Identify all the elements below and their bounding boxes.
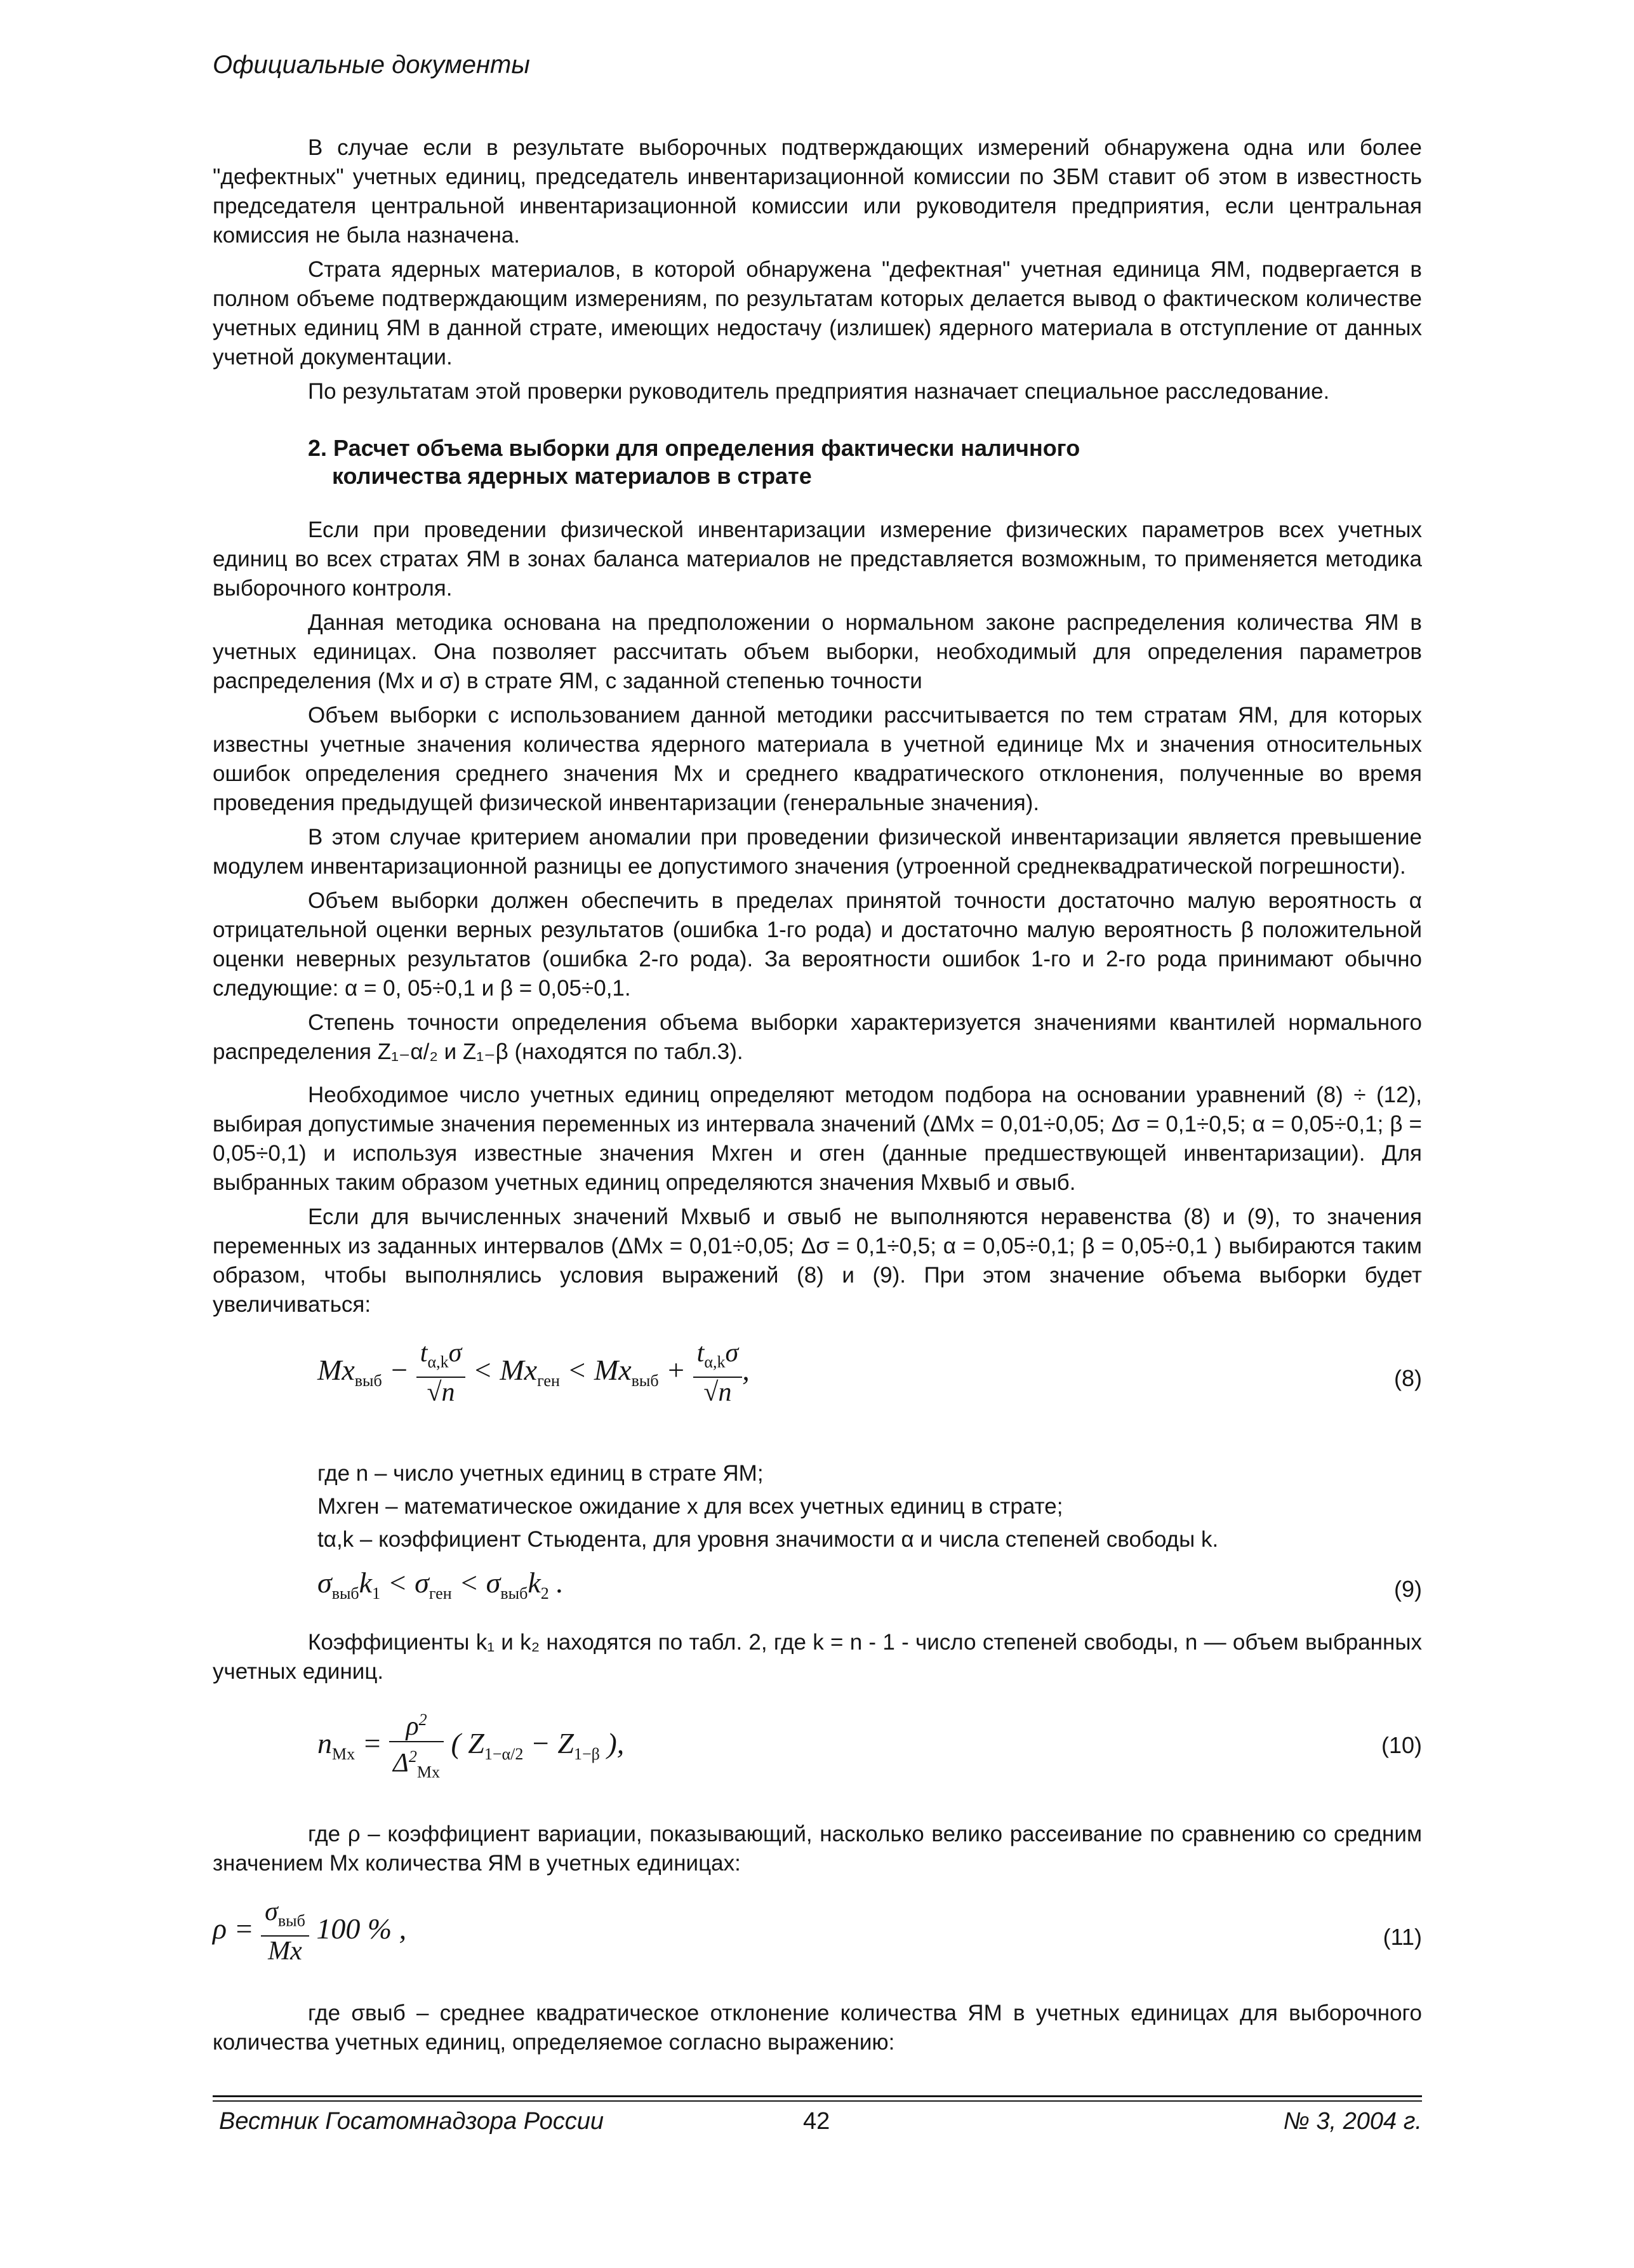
paragraph: где ρ – коэффициент вариации, показывающий, насколько велико рассеивание по сравнению со средним значением Mx количества ЯМ в учетных единицах: bbox=[213, 1822, 1422, 1876]
equation-9 bbox=[213, 1568, 1422, 1619]
equation-8-number: (8) bbox=[1394, 1365, 1422, 1391]
paragraph: Если при проведении физической инвентаризации измерение физических параметров всех учетных единиц во всех стратах ЯМ в зонах баланса материалов не представляется возможным, то применяется методика выборочного контроля. bbox=[213, 517, 1422, 601]
footer-page-number: 42 bbox=[803, 2108, 830, 2135]
equation-10-formula: $n_{Mx}$ = $\frac{\rho^2}{\Delta^2_{Mx}}$ ( $Z_{1-\alpha/2} - Z_{1-\beta}$ ), bbox=[317, 1705, 624, 1787]
footer-rule bbox=[213, 2095, 1422, 2097]
main-content bbox=[213, 133, 1422, 2057]
paragraph: Необходимое число учетных единиц определяют методом подбора на основании уравнений (8) ÷ (12), выбирая допустимые значения переменных из интервала значений (ΔMx = 0,01÷0,05; Δσ = 0,1÷0,5; α = 0,05÷0,1; β = 0,05÷0,1) и используя известные значения Mxген и σген (данные предшествующей инвентаризации). Для выбранных таким образом учетных единиц определяются значения Mxвыб и σвыб. bbox=[213, 1083, 1422, 1195]
paragraph: Страта ядерных материалов, в которой обнаружена "дефектная" учетная единица ЯМ, подвергается в полном объеме подтверждающим измерениям, по результатам которых делается вывод о фактическом количестве учетных единиц ЯМ в данной страте, имеющих недостачу (излишек) ядерного материала в отступление от данных учетной документации. bbox=[213, 257, 1422, 370]
equation-11-formula: ρ = $\frac{\sigma_{выб}}{Mx}$ 100 % , bbox=[213, 1897, 407, 1966]
equation-11 bbox=[213, 1897, 1422, 1973]
footer-issue: № 3, 2004 г. bbox=[1283, 2108, 1422, 2135]
footer-rule bbox=[213, 2100, 1422, 2102]
section-heading-line2: количества ядерных материалов в страте bbox=[332, 463, 812, 489]
where-item: tα,k – коэффициент Стьюдента, для уровня значимости α и числа степеней свободы k. bbox=[317, 1527, 1219, 1552]
section-heading-line1: 2. Расчет объема выборки для определения фактически наличного bbox=[308, 435, 1080, 461]
where-list-8 bbox=[213, 1459, 1422, 1554]
where-item: где n – число учетных единиц в страте ЯМ; bbox=[317, 1461, 764, 1486]
paragraph: Объем выборки с использованием данной методики рассчитывается по тем стратам ЯМ, для которых известны учетные значения количества ядерного материала в учетной единице Mx и значения относительных ошибок определения среднего значения Mx и среднего квадратического отклонения, полученные во время проведения предыдущей физической инвентаризации (генеральные значения). bbox=[213, 703, 1422, 815]
paragraph: По результатам этой проверки руководитель предприятия назначает специальное расследование. bbox=[308, 379, 1330, 404]
equation-11-number: (11) bbox=[1383, 1924, 1422, 1950]
paragraph: Коэффициенты k₁ и k₂ находятся по табл. 2, где k = n - 1 - число степеней свободы, n — объем выбранных учетных единиц. bbox=[213, 1630, 1422, 1684]
paragraph: Степень точности определения объема выборки характеризуется значениями квантилей нормального распределения Z₁₋α/₂ и Z₁₋β (находятся по табл.3). bbox=[213, 1010, 1422, 1064]
equation-9-formula: $\sigma_{выб}k_1 < \sigma_{ген} < \sigma_{выб}k_2$ . bbox=[317, 1566, 564, 1603]
equation-10-number: (10) bbox=[1381, 1732, 1422, 1758]
paragraph: Данная методика основана на предположении о нормальном законе распределения количества ЯМ в учетных единицах. Она позволяет рассчитать объем выборки, необходимый для определения параметров распределения (Mx и σ) в страте ЯМ, с заданной степенью точности bbox=[213, 610, 1422, 693]
paragraph: Объем выборки должен обеспечить в пределах принятой точности достаточно малую вероятность α отрицательной оценки верных результатов (ошибка 1-го рода) и достаточно малую вероятность β положительной оценки неверных результатов (ошибка 2-го рода). За вероятности ошибок 1-го и 2-го рода принимают обычно следующие: α = 0, 05÷0,1 и β = 0,05÷0,1. bbox=[213, 888, 1422, 1001]
paragraph: Если для вычисленных значений Mxвыб и σвыб не выполняются неравенства (8) и (9), то значения переменных из заданных интервалов (ΔMx = 0,01÷0,05; Δσ = 0,1÷0,5; α = 0,05÷0,1; β = 0,05÷0,1 ) выбираются таким образом, чтобы выполнялись условия выражений (8) и (9). При этом значение объема выборки будет увеличиваться: bbox=[213, 1204, 1422, 1317]
paragraph: В случае если в результате выборочных подтверждающих измерений обнаружена одна или более "дефектных" учетных единиц, председатель инвентаризационной комиссии по ЗБМ ставит об этом в известность председателя центральной инвентаризационной комиссии или руководителя предприятия, если центральная комиссия не была назначена. bbox=[213, 135, 1422, 248]
where-item: Mxген – математическое ожидание x для всех учетных единиц в страте; bbox=[317, 1494, 1063, 1519]
paragraph: где σвыб – среднее квадратическое отклонение количества ЯМ в учетных единицах для выборочного количества учетных единиц, определяемое согласно выражению: bbox=[213, 2001, 1422, 2055]
equation-8 bbox=[213, 1338, 1422, 1434]
equation-8-formula: $Mx_{выб}$ − $\frac{t_{\alpha,k}\sigma}{√n}$ < $Mx_{ген} < Mx_{выб}$ + $\frac{t_{\alpha,k}\sigma}{√n}$ , bbox=[317, 1338, 750, 1408]
equation-9-number: (9) bbox=[1394, 1576, 1422, 1602]
page-header: Официальные документы bbox=[213, 51, 530, 79]
footer-journal: Вестник Госатомнадзора России bbox=[219, 2108, 604, 2135]
equation-10 bbox=[213, 1705, 1422, 1794]
paragraph: В этом случае критерием аномалии при проведении физической инвентаризации является превышение модулем инвентаризационной разницы ее допустимого значения (утроенной среднеквадратической погрешности). bbox=[213, 825, 1422, 879]
section-heading bbox=[308, 434, 1422, 490]
